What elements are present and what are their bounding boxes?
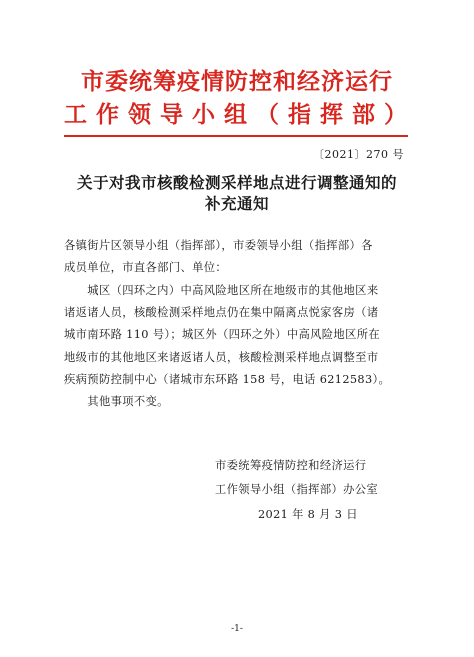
issuer-header-line-2: 工作领导小组（指挥部） [64, 102, 416, 128]
body-line-8: 其他事项不变。 [64, 395, 169, 408]
page-number: -1- [231, 624, 243, 634]
signature-issuer-line-2: 工作领导小组（指挥部）办公室 [215, 483, 379, 496]
body-line-7: 疾病预防控制中心（诸城市东环路 158 号，电话 6212583）。 [64, 373, 391, 386]
body-line-3: 城区（四环之内）中高风险地区所在地级市的其他地区来 [64, 284, 379, 297]
signature-date: 2021 年 8 月 3 日 [258, 508, 358, 521]
body-line-6: 地级市的其他地区来诸返诸人员，核酸检测采样地点调整至市 [64, 351, 379, 364]
document-number: 〔2021〕270 号 [313, 148, 404, 161]
body-line-1: 各镇街片区领导小组（指挥部），市委领导小组（指挥部）各 [64, 239, 373, 252]
body-line-2: 成员单位，市直各部门、单位： [64, 261, 228, 274]
document-title-line-2: 补充通知 [204, 195, 269, 213]
red-divider-line [64, 135, 408, 137]
body-line-5: 城市南环路 110 号）；城区外（四环之外）中高风险地区所在 [64, 328, 381, 341]
body-line-4: 诸返诸人员，核酸检测采样地点仍在集中隔离点悦家客房（诸 [64, 306, 379, 319]
issuer-header-line-1: 市委统筹疫情防控和经济运行 [81, 69, 393, 95]
signature-issuer-line-1: 市委统筹疫情防控和经济运行 [215, 459, 367, 472]
document-title-line-1: 关于对我市核酸检测采样地点进行调整通知的 [76, 174, 397, 192]
